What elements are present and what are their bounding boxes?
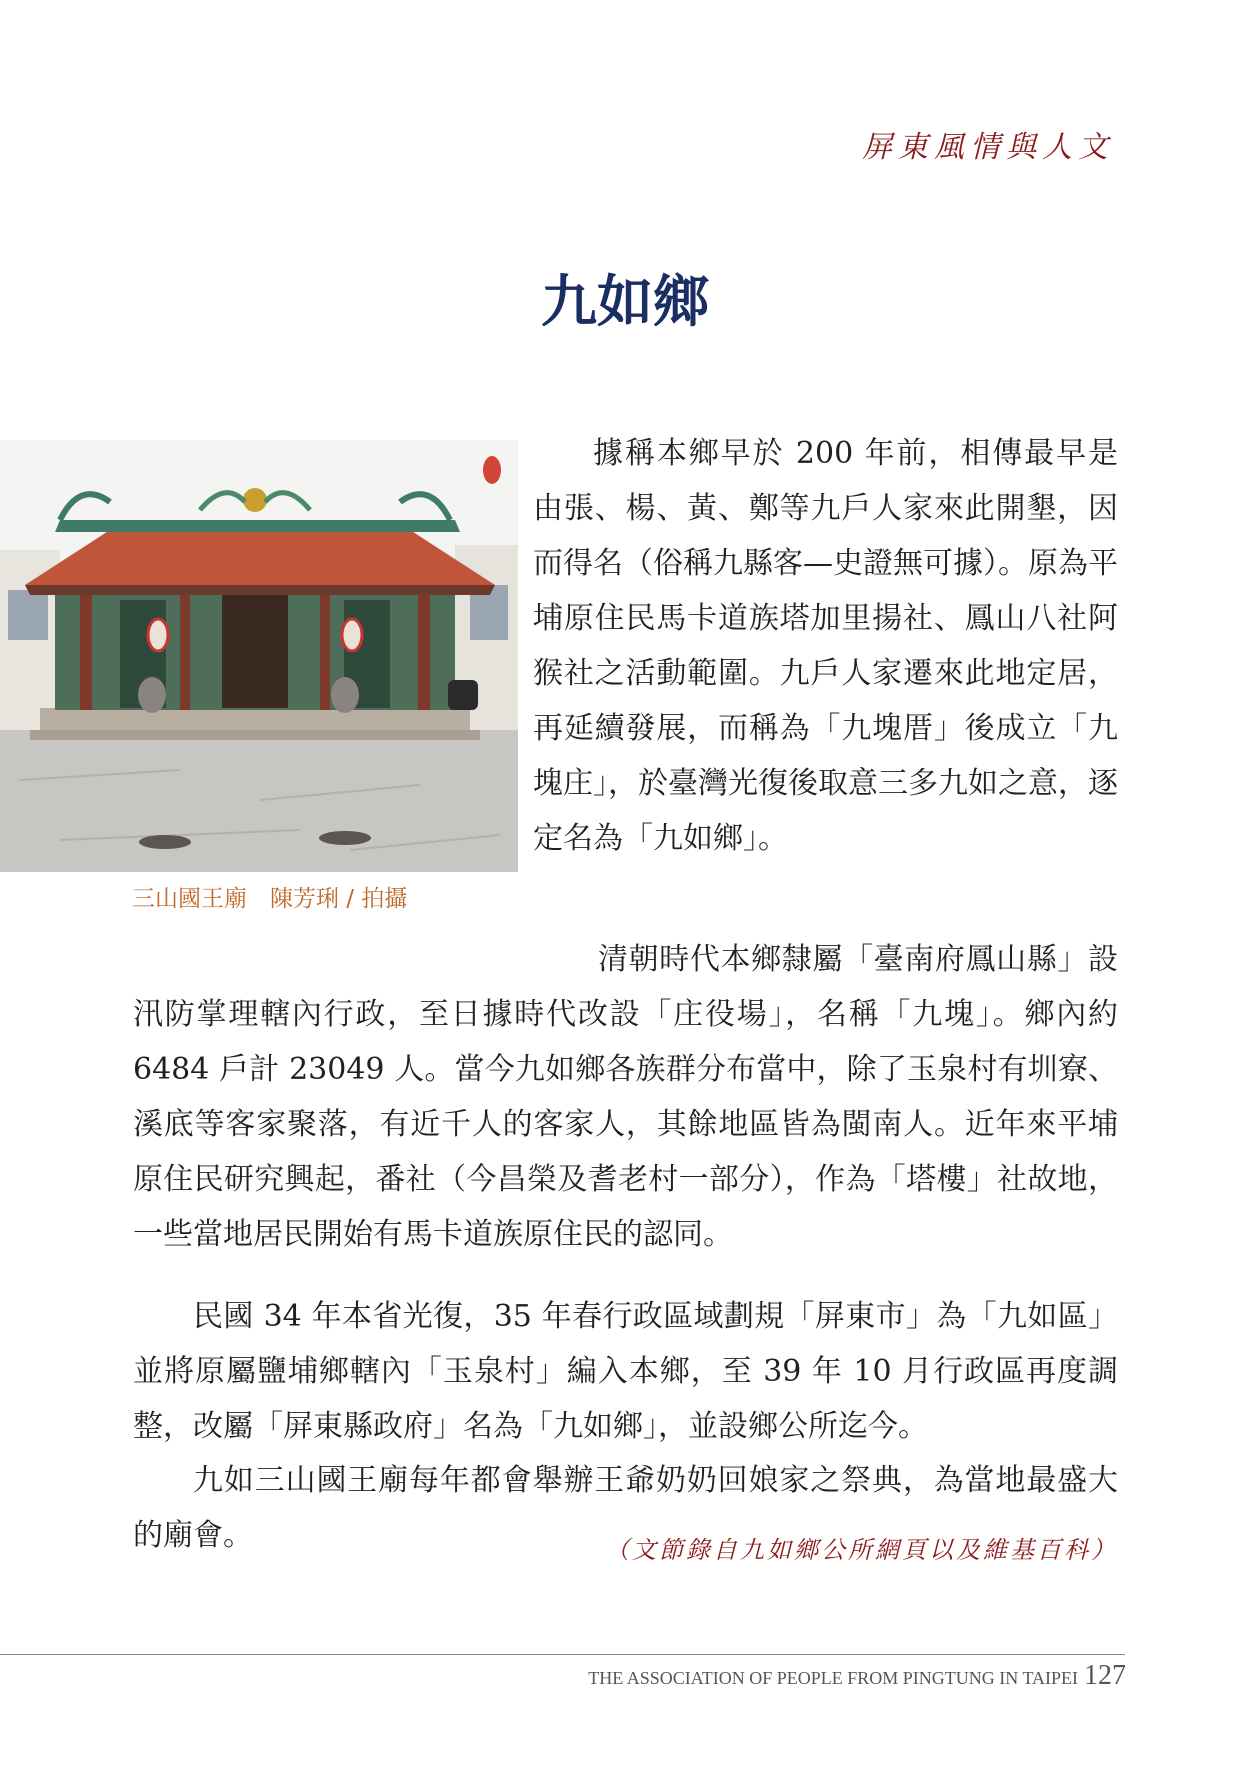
series-title: 屏東風情與人文 <box>862 130 1114 165</box>
paragraph-4: 九如三山國王廟每年都會舉辦王爺奶奶回娘家之祭典，為當地最盛大的廟會。 <box>133 1463 1118 1553</box>
page-number: 127 <box>1084 1660 1126 1691</box>
photo-caption: 三山國王廟 陳芳琍 / 拍攝 <box>132 886 408 912</box>
source-note: （文節錄自九如鄉公所網頁以及維基百科） <box>605 1536 1118 1564</box>
paragraph-2: 清朝時代本鄉隸屬「臺南府鳳山縣」設汛防掌理轄內行政，至日據時代改設「庄役場」，名稱「九塊」。鄉內約 6484 戶計 23049 人。當今九如鄉各族群分布當中，除了玉泉村有圳寮、溪底等客家聚落，有近千人的客家人，其餘地區皆為閩南人。近年來平埔原住民研究興起，番社（今昌榮及耆老村一部分），作為「塔樓」社故地，一些當地居民開始有馬卡道族原住民的認同。 <box>133 942 1118 1252</box>
paragraph-1: 據稱本鄉早於 200 年前，相傳最早是由張、楊、黃、鄭等九戶人家來此開墾，因而得名（俗稱九縣客—史證無可據）。原為平埔原住民馬卡道族塔加里揚社、鳳山八社阿猴社之活動範圍。九戶人家遷來此地定居，再延續發展，而稱為「九塊厝」後成立「九塊庄」，於臺灣光復後取意三多九如之意，逐定名為「九如鄉」。 <box>533 436 1118 856</box>
paragraph-3: 民國 34 年本省光復，35 年春行政區域劃規「屏東市」為「九如區」並將原屬鹽埔鄉轄內「玉泉村」編入本鄉，至 39 年 10 月行政區再度調整，改屬「屏東縣政府」名為「九如鄉」，並設鄉公所迄今。 <box>133 1299 1118 1444</box>
temple-photo <box>0 440 518 872</box>
page-title: 九如鄉 <box>541 269 709 335</box>
footer-association: THE ASSOCIATION OF PEOPLE FROM PINGTUNG IN TAIPEI <box>588 1668 1078 1688</box>
footer-divider <box>0 1654 1125 1655</box>
